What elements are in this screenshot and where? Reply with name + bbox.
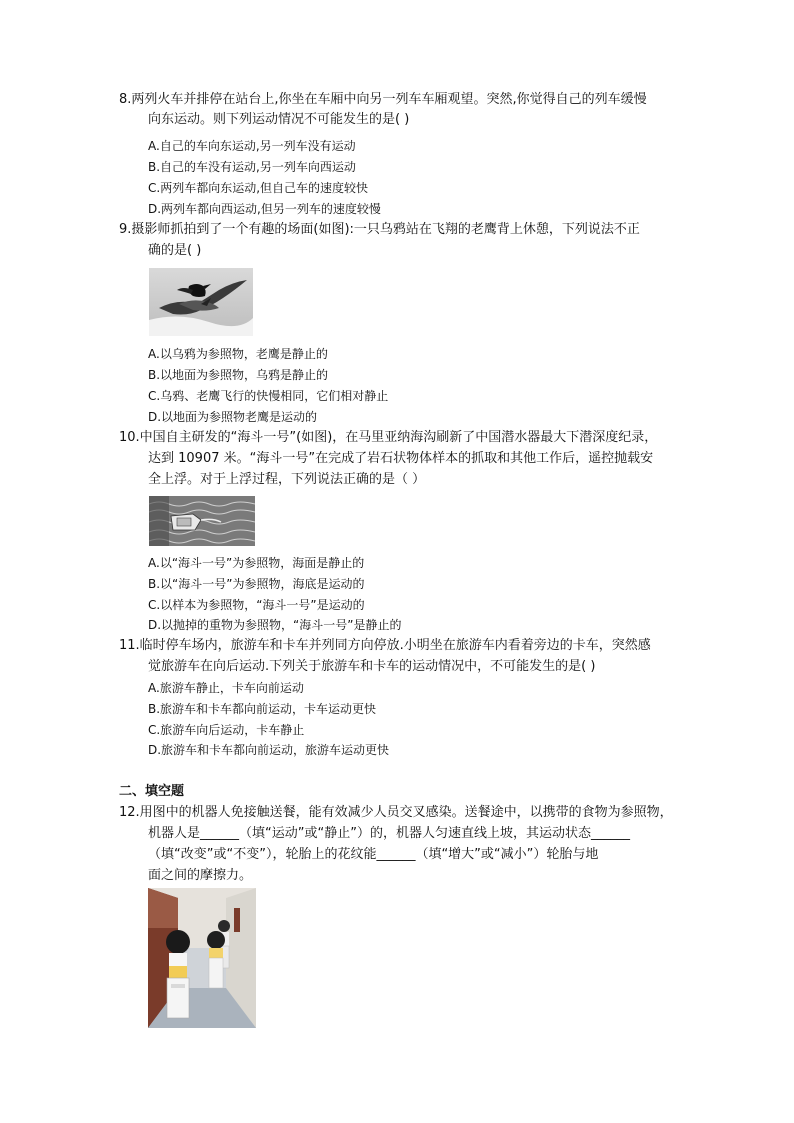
q10-option-b: B.以“海斗一号”为参照物，海底是运动的 xyxy=(148,577,365,591)
q10-stem-line2: 达到 10907 米。“海斗一号”在完成了岩石状物体样本的抓取和其他工作后，遥控抛载安 xyxy=(148,451,654,466)
q10-stem-line3: 全上浮。对于上浮过程，下列说法正确的是（ ） xyxy=(148,472,426,487)
q12-line3: （填“改变”或“不变”），轮胎上的花纹能______（填“增大”或“减小”）轮胎与地 xyxy=(148,847,599,862)
q9-stem-line2: 确的是( ) xyxy=(148,243,202,258)
q11-option-d: D.旅游车和卡车都向前运动，旅游车运动更快 xyxy=(148,743,390,757)
q9-stem-line1: 9.摄影师抓拍到了一个有趣的场面(如图):一只乌鸦站在飞翔的老鹰背上休憩，下列说法不正 xyxy=(119,222,640,237)
q11-stem-line2: 觉旅游车在向后运动.下列关于旅游车和卡车的运动情况中，不可能发生的是( ) xyxy=(148,659,596,674)
robots-image xyxy=(148,888,256,1028)
q9-option-c: C.乌鸦、老鹰飞行的快慢相同，它们相对静止 xyxy=(148,389,389,403)
q8-option-d: D.两列车都向西运动,但另一列车的速度较慢 xyxy=(148,202,381,216)
q10-option-a: A.以“海斗一号”为参照物，海面是静止的 xyxy=(148,556,365,570)
q12-line2: 机器人是______（填“运动”或“静止”）的，机器人匀速直线上坡，其运动状态______ xyxy=(148,826,630,841)
q11-option-a: A.旅游车静止，卡车向前运动 xyxy=(148,681,304,695)
q9-option-a: A.以乌鸦为参照物，老鹰是静止的 xyxy=(148,347,328,361)
haidou-submersible-photo xyxy=(149,496,255,546)
q12-line4: 面之间的摩擦力。 xyxy=(148,868,253,883)
submersible-image xyxy=(149,496,255,546)
crow-eagle-image xyxy=(149,268,253,336)
crow-on-eagle-photo xyxy=(149,268,253,336)
q8-stem-line2: 向东运动。则下列运动情况不可能发生的是( ) xyxy=(148,112,410,127)
q10-option-d: D.以抛掉的重物为参照物，“海斗一号”是静止的 xyxy=(148,618,402,632)
q9-option-d: D.以地面为参照物老鹰是运动的 xyxy=(148,410,318,424)
q8-stem-line1: 8.两列火车并排停在站台上,你坐在车厢中向另一列车车厢观望。突然,你觉得自己的列车缓慢 xyxy=(119,92,647,107)
q8-option-c: C.两列车都向东运动,但自己车的速度较快 xyxy=(148,181,369,195)
q10-stem-line1: 10.中国自主研发的“海斗一号”(如图)，在马里亚纳海沟刷新了中国潜水器最大下潜深度纪录， xyxy=(119,430,658,445)
q10-option-c: C.以样本为参照物，“海斗一号”是运动的 xyxy=(148,598,365,612)
q11-option-c: C.旅游车向后运动，卡车静止 xyxy=(148,723,305,737)
delivery-robots-photo xyxy=(148,888,256,1028)
q12-line1: 12.用图中的机器人免接触送餐，能有效减少人员交叉感染。送餐途中，以携带的食物为参照物， xyxy=(119,805,673,820)
q9-option-b: B.以地面为参照物，乌鸦是静止的 xyxy=(148,368,329,382)
q8-option-a: A.自己的车向东运动,另一列车没有运动 xyxy=(148,139,356,153)
q8-option-b: B.自己的车没有运动,另一列车向西运动 xyxy=(148,160,356,174)
q11-option-b: B.旅游车和卡车都向前运动，卡车运动更快 xyxy=(148,702,377,716)
section-title-fill-in: 二、填空题 xyxy=(119,784,185,799)
q11-stem-line1: 11.临时停车场内，旅游车和卡车并列同方向停放.小明坐在旅游车内看着旁边的卡车，突然感 xyxy=(119,638,651,653)
